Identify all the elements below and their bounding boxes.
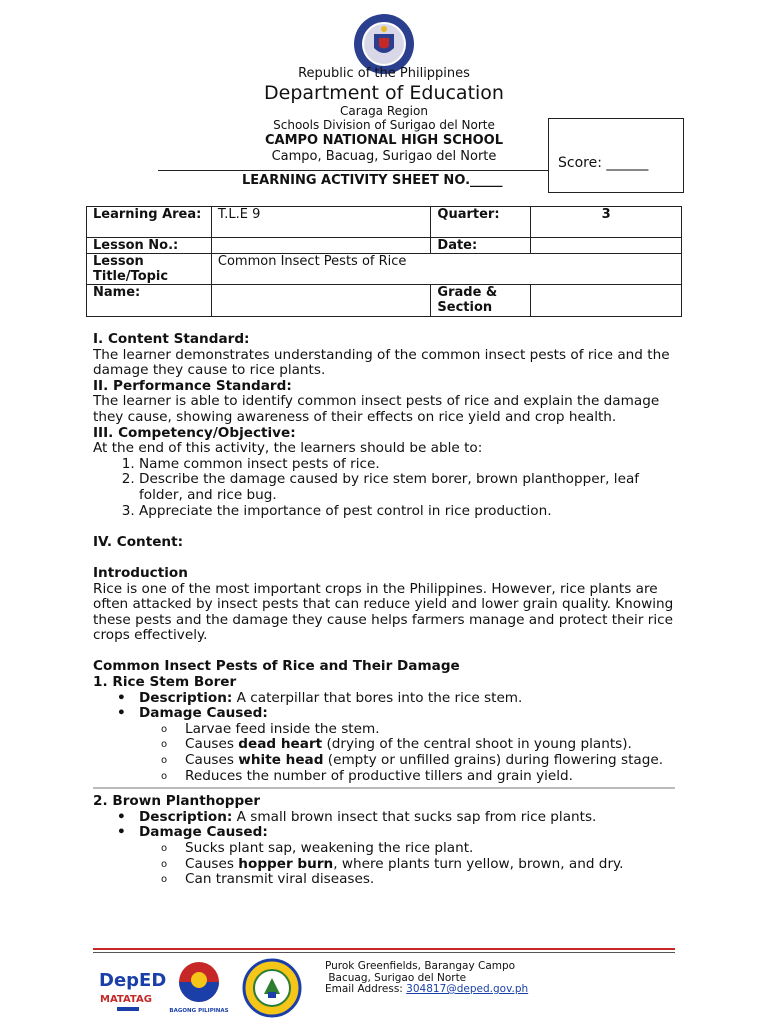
name-label: Name: xyxy=(87,285,212,317)
lesson-title-label: Lesson Title/Topic xyxy=(87,254,212,285)
list-item: o Larvae feed inside the stem. xyxy=(185,722,675,738)
content-standard-heading: I. Content Standard: xyxy=(93,331,250,347)
matatag-text: MATATAG xyxy=(100,994,152,1005)
school-seal-icon xyxy=(242,958,302,1018)
list-item: • Description: A small brown insect that sucks sap from rice plants. xyxy=(139,810,675,826)
competency-heading: III. Competency/Objective: xyxy=(93,424,296,441)
footer-address-line2: Bacuag, Surigao del Norte xyxy=(325,971,467,984)
lesson-no-label: Lesson No.: xyxy=(87,238,212,254)
list-item: o Reduces the number of productive tillers and grain yield. xyxy=(185,769,675,785)
content-heading: IV. Content: xyxy=(93,533,184,550)
deped-matatag-logo xyxy=(97,962,167,1014)
section-divider xyxy=(93,787,675,789)
objective-item: 1. Name common insect pests of rice. xyxy=(139,457,675,473)
quarter-value[interactable]: 3 xyxy=(531,207,682,238)
pests-heading: Common Insect Pests of Rice and Their Damage xyxy=(93,658,460,675)
date-label: Date: xyxy=(431,238,531,254)
sheet-title: LEARNING ACTIVITY SHEET NO._____ xyxy=(242,173,503,188)
list-item: o Sucks plant sap, weakening the rice plant. xyxy=(185,841,675,857)
name-value[interactable] xyxy=(211,285,431,317)
list-item: • Damage Caused: o Sucks plant sap, weakening the rice plant. o Causes hopper burn, where plants turn yellow, brown, and dry. o Can transmit viral diseases. xyxy=(139,825,675,887)
info-table xyxy=(86,206,682,317)
footer-address-line1: Purok Greenfields, Barangay Campo xyxy=(325,960,516,972)
department-title: Department of Education xyxy=(264,82,504,104)
performance-standard-text: The learner is able to identify common insect pests of rice and explain the damage they cause, showing awareness of their effects on rice yield and crop health. xyxy=(93,393,660,425)
deped-logo-text: DepED xyxy=(99,970,167,991)
planthopper-list xyxy=(93,810,675,888)
objectives-list xyxy=(93,457,675,519)
list-item: o Causes dead heart (drying of the central shoot in young plants). xyxy=(185,737,675,753)
email-label: Email Address: xyxy=(325,983,407,995)
email-link[interactable]: 304817@deped.gov.ph xyxy=(406,983,529,995)
date-value[interactable] xyxy=(531,238,682,254)
grade-section-label: Grade & Section xyxy=(431,285,531,317)
quarter-label: Quarter: xyxy=(431,207,531,238)
footer-address xyxy=(325,961,528,996)
pest-title-stem-borer: 1. Rice Stem Borer xyxy=(93,674,237,691)
school-address: Campo, Bacuag, Surigao del Norte xyxy=(271,149,497,164)
footer-email-line xyxy=(325,984,528,996)
bagong-pilipinas-logo xyxy=(170,958,228,1016)
performance-standard-heading: II. Performance Standard: xyxy=(93,377,292,394)
introduction-heading: Introduction xyxy=(93,564,188,581)
competency-intro: At the end of this activity, the learners should be able to: xyxy=(93,440,483,457)
lesson-no-value[interactable] xyxy=(211,238,431,254)
footer-gray-line xyxy=(93,952,675,953)
content-standard-text: The learner demonstrates understanding of the common insect pests of rice and the damage they cause to rice plants. xyxy=(93,346,670,379)
division-line: Schools Division of Surigao del Norte xyxy=(273,118,495,132)
lesson-title-value[interactable]: Common Insect Pests of Rice xyxy=(211,254,681,285)
list-item: o Causes hopper burn, where plants turn yellow, brown, and dry. xyxy=(185,857,675,873)
objective-item: 2. Describe the damage caused by rice stem borer, brown planthopper, leaf folder, and rice bug. xyxy=(139,472,675,503)
republic-line: Republic of the Philippines xyxy=(298,66,470,81)
header-divider xyxy=(158,170,548,171)
region-line: Caraga Region xyxy=(340,104,428,118)
stem-borer-list xyxy=(93,691,675,785)
lesson-content xyxy=(93,332,675,888)
pest-title-planthopper: 2. Brown Planthopper xyxy=(93,793,261,810)
learning-area-value[interactable]: T.L.E 9 xyxy=(211,207,431,238)
learning-area-label: Learning Area: xyxy=(87,207,212,238)
footer-red-line xyxy=(93,948,675,950)
list-item: • Damage Caused: o Larvae feed inside the stem. o Causes dead heart (drying of the central shoot in young plants). o Causes white head (empty or unfilled grains) during flowering stage. o Reduces the number of productive tillers and grain yield. xyxy=(139,706,675,784)
introduction-text: Rice is one of the most important crops in the Philippines. However, rice plants are often attacked by insect pests that can reduce yield and lower grain quality. Knowing these pests and the damage they cause helps farmers manage and protect their rice crops effectively. xyxy=(93,580,674,644)
list-item: • Description: A caterpillar that bores into the rice stem. xyxy=(139,691,675,707)
grade-section-value[interactable] xyxy=(531,285,682,317)
list-item: o Can transmit viral diseases. xyxy=(185,872,675,888)
bagong-pilipinas-text: BAGONG PILIPINAS xyxy=(169,1008,229,1014)
objective-item: 3. Appreciate the importance of pest control in rice production. xyxy=(139,504,675,520)
school-name: CAMPO NATIONAL HIGH SCHOOL xyxy=(264,133,504,148)
score-box[interactable] xyxy=(548,118,684,193)
score-label: Score: ______ xyxy=(558,155,649,171)
list-item: o Causes white head (empty or unfilled grains) during flowering stage. xyxy=(185,753,675,769)
